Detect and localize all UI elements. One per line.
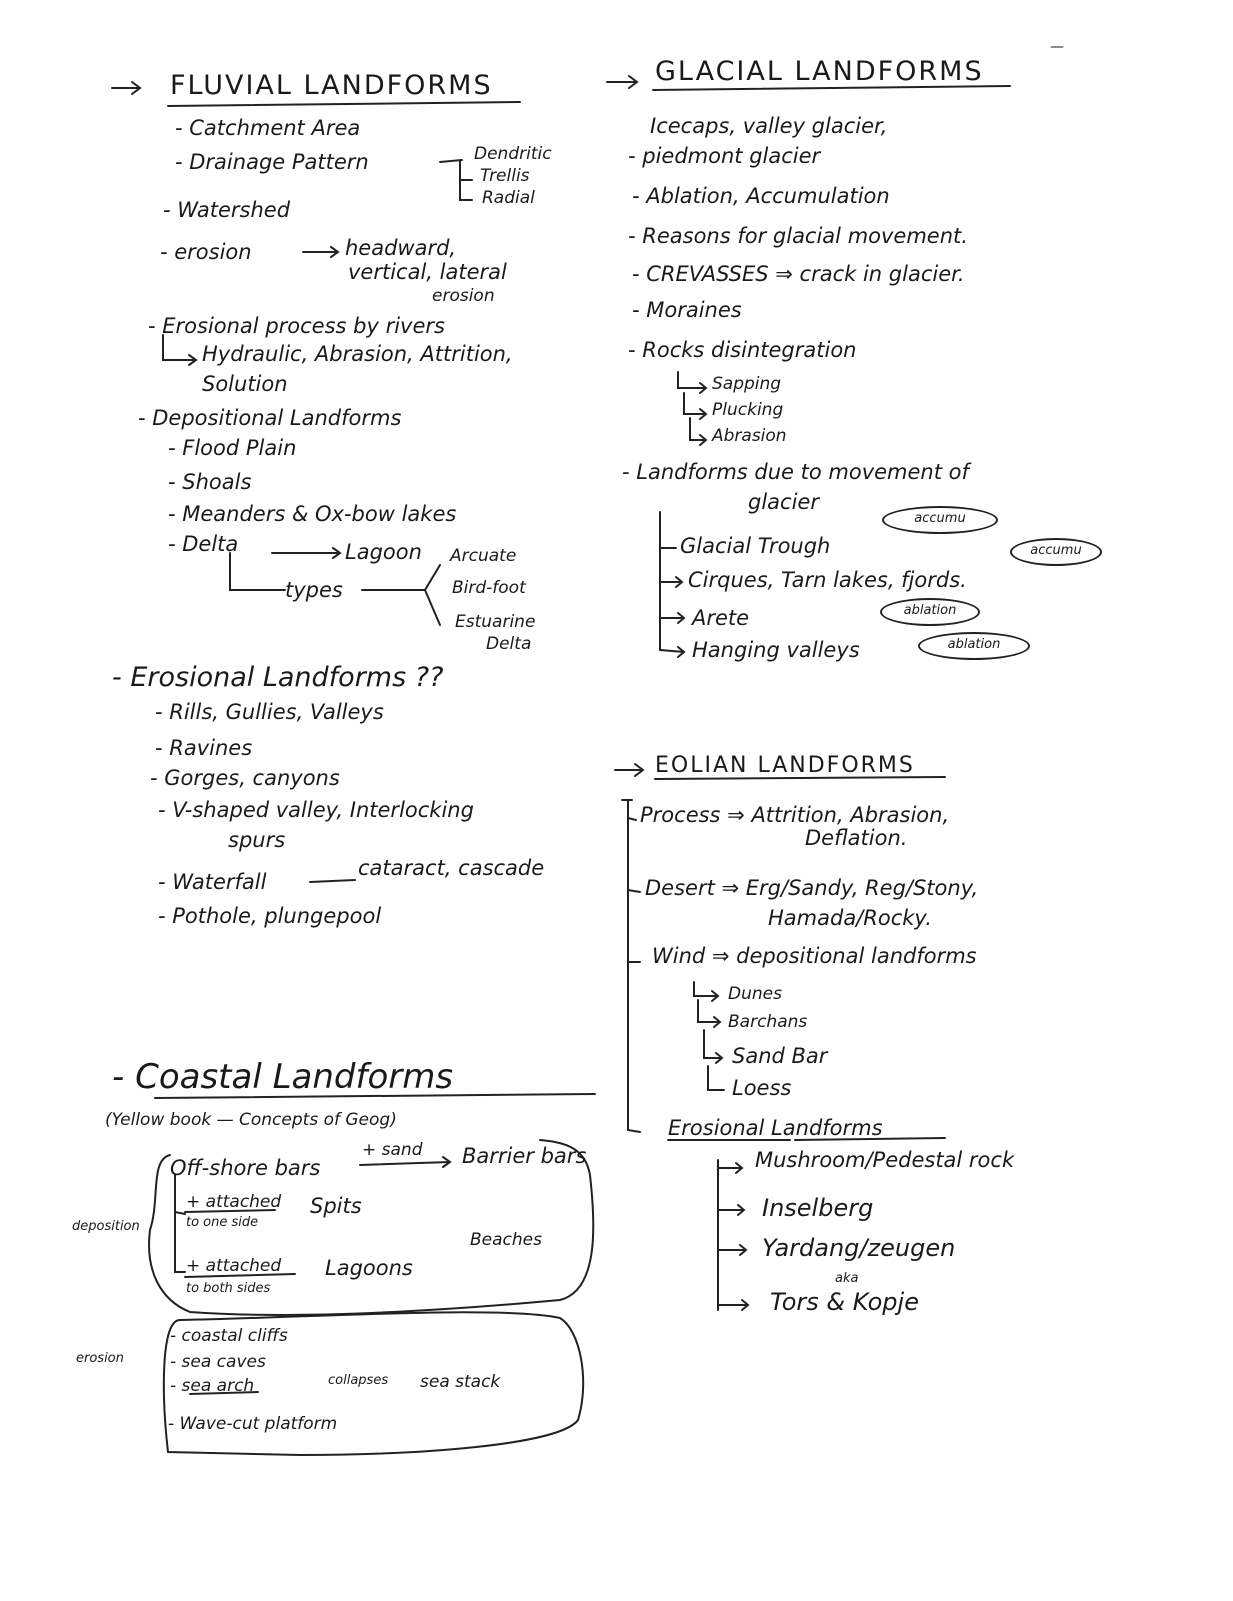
eolian-item: Process ⇒ Attrition, Abrasion, [640,803,950,827]
fluvial-item: Delta [486,634,532,654]
eolian-title: EOLIAN LANDFORMS [655,753,915,778]
page-mark: — [1050,39,1064,55]
eolian-item: Wind ⇒ depositional landforms [652,944,977,968]
coastal-item: + attached [186,1192,282,1212]
erosional-item: cataract, cascade [358,856,545,880]
glacial-item: Cirques, Tarn lakes, fjords. [688,568,967,592]
erosional-item: - V-shaped valley, Interlocking [158,798,474,822]
coastal-item: - coastal cliffs [170,1326,288,1346]
fluvial-item: - Catchment Area [175,116,361,140]
glacial-title: GLACIAL LANDFORMS [655,56,984,87]
eolian-item: Sand Bar [732,1044,828,1068]
erosional-item: spurs [228,828,286,852]
delta-types-bracket [230,553,285,590]
coastal-subtitle: (Yellow book — Concepts of Geog) [105,1110,397,1130]
fluvial-item: - Delta [168,532,239,556]
fluvial-item: - Flood Plain [168,436,297,460]
coastal-item: - sea arch [170,1376,255,1396]
coastal-item: collapses [328,1373,389,1388]
delta-lagoon-arrow [272,548,340,558]
fluvial-item: types [285,578,343,602]
fluvial-item: Lagoon [345,540,422,564]
fluvial-item: - Shoals [168,470,252,494]
erosional-eolian-tree [718,1160,748,1310]
coastal-side-label: erosion [76,1351,124,1366]
coastal-item: + attached [186,1256,282,1276]
glacial-item: Plucking [712,400,784,420]
erosional-item: - Pothole, plungepool [158,904,382,928]
glacial-item: Arete [692,606,750,630]
coastal-item: Barrier bars [462,1144,587,1168]
eolian-item: aka [835,1271,859,1286]
coastal-item: to one side [186,1215,259,1230]
glacial-item: Icecaps, valley glacier, [650,114,888,138]
eolian-item: Yardang/zeugen [762,1234,956,1262]
eolian-item: Tors & Kopje [770,1288,919,1316]
glacial-item: Hanging valleys [692,638,860,662]
process-hook [163,335,196,365]
glacial-tag: accumu [1010,538,1102,566]
fluvial-item: Hydraulic, Abrasion, Attrition, [202,342,513,366]
fluvial-item: headward, [345,236,457,260]
glacial-item: - Reasons for glacial movement. [628,224,968,248]
fluvial-item: - Depositional Landforms [138,406,402,430]
glacial-arrow [607,76,637,88]
glacial-tag: ablation [918,632,1030,660]
coastal-item: Beaches [470,1230,542,1250]
glacial-item: - Moraines [632,298,742,322]
eolian-item: Loess [732,1076,792,1100]
waterfall-dash [310,880,355,882]
fluvial-underline [168,102,520,106]
fluvial-item: Solution [202,372,288,396]
coastal-item: - sea caves [170,1352,266,1372]
eolian-arrow [615,764,643,776]
eolian-item: Hamada/Rocky. [768,906,932,930]
erosional-item: - Rills, Gullies, Valleys [155,700,384,724]
fluvial-item: erosion [432,286,495,306]
coastal-item: Spits [310,1194,362,1218]
eolian-bracket [622,800,640,1132]
eolian-item: Desert ⇒ Erg/Sandy, Reg/Stony, [645,876,979,900]
glacial-item: - Ablation, Accumulation [632,184,890,208]
wind-tree [694,982,724,1090]
glacial-item: glacier [748,490,819,514]
coastal-item: sea stack [420,1372,501,1392]
fluvial-item: - Erosional process by rivers [148,314,445,338]
drainage-type: Trellis [480,166,530,186]
fluvial-item: vertical, lateral [348,260,507,284]
coastal-title: - Coastal Landforms [112,1057,454,1097]
fluvial-arrow [112,82,140,94]
erosional-item: - Ravines [155,736,253,760]
coastal-bracket [175,1175,185,1272]
glacial-item: - CREVASSES ⇒ crack in glacier. [632,262,965,286]
glacial-item: - piedmont glacier [628,144,821,168]
fluvial-item: - Watershed [163,198,291,222]
fluvial-item: Estuarine [455,612,536,632]
fluvial-item: Arcuate [450,546,517,566]
types-fork [362,565,440,625]
coastal-item: + sand [362,1140,423,1160]
erosional-item: - Gorges, canyons [150,766,340,790]
eolian-item: Erosional Landforms [668,1116,883,1140]
drainage-type: Dendritic [474,144,552,164]
fluvial-item: - erosion [160,240,252,264]
drainage-bracket [440,160,472,200]
glacial-item: - Rocks disintegration [628,338,857,362]
coastal-item: Off-shore bars [170,1156,321,1180]
eolian-item: Inselberg [762,1194,874,1222]
eolian-item: Barchans [728,1012,808,1032]
fluvial-item: - Meanders & Ox-bow lakes [168,502,457,526]
eolian-item: Mushroom/Pedestal rock [755,1148,1015,1172]
glacial-tag: accumu [882,506,998,534]
erosional-title: - Erosional Landforms ?? [112,662,444,693]
fluvial-item: - Drainage Pattern [175,150,369,174]
eolian-item: Dunes [728,984,782,1004]
eolian-item: Deflation. [805,826,908,850]
glacial-item: Glacial Trough [680,534,831,558]
coastal-item: - Wave-cut platform [168,1414,338,1434]
fluvial-title: FLUVIAL LANDFORMS [170,70,493,101]
rocks-tree [678,372,706,445]
glacial-item: Sapping [712,374,782,394]
coastal-item: Lagoons [325,1256,413,1280]
glacial-item: Abrasion [712,426,787,446]
erosional-item: - Waterfall [158,870,267,894]
drainage-type: Radial [482,188,535,208]
coastal-item: to both sides [186,1281,271,1296]
glacial-tag: ablation [880,598,980,626]
glacial-item: - Landforms due to movement of [622,460,969,484]
fluvial-item: Bird-foot [452,578,526,598]
erosion-arrow [303,247,338,257]
coastal-side-label: deposition [72,1219,140,1234]
